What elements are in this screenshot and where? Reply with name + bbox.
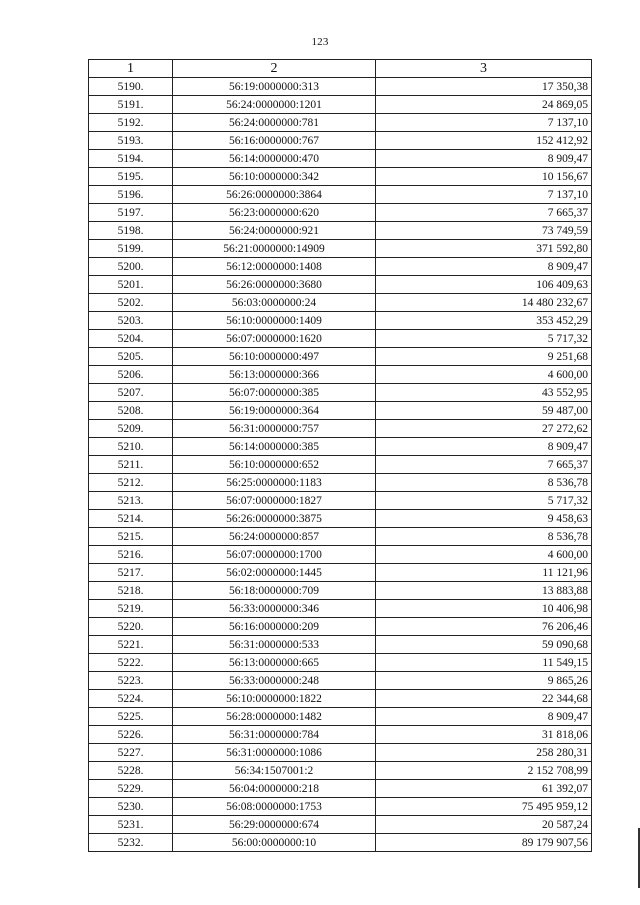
row-number: 5225. [89,708,173,726]
cadastral-value: 10 156,67 [376,168,592,186]
cadastral-number: 56:19:0000000:364 [173,402,376,420]
cadastral-value: 9 865,26 [376,672,592,690]
cadastral-value: 89 179 907,56 [376,834,592,852]
cadastral-number: 56:24:0000000:1201 [173,96,376,114]
cadastral-value: 73 749,59 [376,222,592,240]
row-number: 5232. [89,834,173,852]
cadastral-value: 7 137,10 [376,114,592,132]
row-number: 5197. [89,204,173,222]
cadastral-number: 56:33:0000000:346 [173,600,376,618]
cadastral-number: 56:10:0000000:1409 [173,312,376,330]
table-row [89,456,592,474]
row-number: 5222. [89,654,173,672]
row-number: 5223. [89,672,173,690]
table-row [89,618,592,636]
row-number: 5205. [89,348,173,366]
cadastral-number: 56:23:0000000:620 [173,204,376,222]
page-number: 123 [311,36,329,48]
cadastral-number: 56:07:0000000:1700 [173,546,376,564]
cadastral-value: 11 549,15 [376,654,592,672]
table-row [89,276,592,294]
cadastral-number: 56:19:0000000:313 [173,78,376,96]
row-number: 5195. [89,168,173,186]
cadastral-number: 56:10:0000000:652 [173,456,376,474]
column-header-2: 2 [173,60,376,78]
row-number: 5217. [89,564,173,582]
table-row [89,582,592,600]
cadastral-table [88,59,592,852]
cadastral-number: 56:08:0000000:1753 [173,798,376,816]
table-row [89,204,592,222]
cadastral-value: 61 392,07 [376,780,592,798]
cadastral-number: 56:04:0000000:218 [173,780,376,798]
cadastral-value: 43 552,95 [376,384,592,402]
row-number: 5192. [89,114,173,132]
cadastral-number: 56:12:0000000:1408 [173,258,376,276]
row-number: 5215. [89,528,173,546]
table-row [89,240,592,258]
row-number: 5190. [89,78,173,96]
table-row [89,402,592,420]
cadastral-value: 8 909,47 [376,438,592,456]
row-number: 5216. [89,546,173,564]
cadastral-value: 8 909,47 [376,150,592,168]
cadastral-number: 56:31:0000000:757 [173,420,376,438]
table-row [89,528,592,546]
row-number: 5219. [89,600,173,618]
cadastral-value: 31 818,06 [376,726,592,744]
cadastral-value: 7 665,37 [376,456,592,474]
cadastral-value: 22 344,68 [376,690,592,708]
cadastral-value: 5 717,32 [376,492,592,510]
cadastral-number: 56:14:0000000:385 [173,438,376,456]
row-number: 5213. [89,492,173,510]
cadastral-number: 56:00:0000000:10 [173,834,376,852]
row-number: 5199. [89,240,173,258]
cadastral-value: 10 406,98 [376,600,592,618]
table-row [89,438,592,456]
cadastral-value: 59 487,00 [376,402,592,420]
row-number: 5231. [89,816,173,834]
cadastral-value: 59 090,68 [376,636,592,654]
cadastral-value: 2 152 708,99 [376,762,592,780]
cadastral-value: 24 869,05 [376,96,592,114]
cadastral-number: 56:24:0000000:781 [173,114,376,132]
row-number: 5194. [89,150,173,168]
row-number: 5220. [89,618,173,636]
cadastral-number: 56:26:0000000:3680 [173,276,376,294]
row-number: 5218. [89,582,173,600]
cadastral-number: 56:18:0000000:709 [173,582,376,600]
cadastral-number: 56:16:0000000:767 [173,132,376,150]
table-row [89,780,592,798]
cadastral-number: 56:10:0000000:342 [173,168,376,186]
row-number: 5224. [89,690,173,708]
cadastral-number: 56:26:0000000:3864 [173,186,376,204]
table-row [89,366,592,384]
cadastral-value: 8 536,78 [376,474,592,492]
cadastral-value: 75 495 959,12 [376,798,592,816]
row-number: 5203. [89,312,173,330]
table-row [89,672,592,690]
cadastral-value: 4 600,00 [376,366,592,384]
row-number: 5221. [89,636,173,654]
row-number: 5196. [89,186,173,204]
cadastral-number: 56:29:0000000:674 [173,816,376,834]
table-row [89,474,592,492]
row-number: 5193. [89,132,173,150]
row-number: 5229. [89,780,173,798]
row-number: 5198. [89,222,173,240]
table-row [89,816,592,834]
table-row [89,564,592,582]
row-number: 5226. [89,726,173,744]
table-row [89,762,592,780]
cadastral-number: 56:07:0000000:1827 [173,492,376,510]
cadastral-value: 8 536,78 [376,528,592,546]
table-row [89,492,592,510]
cadastral-number: 56:10:0000000:497 [173,348,376,366]
table-row [89,96,592,114]
row-number: 5207. [89,384,173,402]
cadastral-number: 56:31:0000000:1086 [173,744,376,762]
row-number: 5212. [89,474,173,492]
table-row [89,708,592,726]
cadastral-value: 4 600,00 [376,546,592,564]
table-row [89,168,592,186]
cadastral-number: 56:25:0000000:1183 [173,474,376,492]
table-body [89,78,592,852]
table-row [89,834,592,852]
row-number: 5206. [89,366,173,384]
row-number: 5201. [89,276,173,294]
table-row [89,222,592,240]
cadastral-number: 56:24:0000000:921 [173,222,376,240]
cadastral-value: 106 409,63 [376,276,592,294]
table-row [89,690,592,708]
row-number: 5211. [89,456,173,474]
cadastral-number: 56:24:0000000:857 [173,528,376,546]
table-row [89,294,592,312]
cadastral-value: 5 717,32 [376,330,592,348]
cadastral-value: 353 452,29 [376,312,592,330]
cadastral-value: 7 137,10 [376,186,592,204]
cadastral-value: 7 665,37 [376,204,592,222]
cadastral-number: 56:33:0000000:248 [173,672,376,690]
cadastral-value: 17 350,38 [376,78,592,96]
cadastral-number: 56:14:0000000:470 [173,150,376,168]
cadastral-number: 56:07:0000000:1620 [173,330,376,348]
cadastral-value: 20 587,24 [376,816,592,834]
cadastral-number: 56:31:0000000:784 [173,726,376,744]
column-header-1: 1 [89,60,173,78]
cadastral-value: 27 272,62 [376,420,592,438]
cadastral-number: 56:26:0000000:3875 [173,510,376,528]
table-row [89,132,592,150]
table-row [89,114,592,132]
cadastral-value: 8 909,47 [376,258,592,276]
cadastral-number: 56:31:0000000:533 [173,636,376,654]
cadastral-value: 8 909,47 [376,708,592,726]
row-number: 5202. [89,294,173,312]
row-number: 5204. [89,330,173,348]
row-number: 5208. [89,402,173,420]
table-row [89,348,592,366]
cadastral-number: 56:07:0000000:385 [173,384,376,402]
table-row [89,546,592,564]
cadastral-number: 56:13:0000000:665 [173,654,376,672]
cadastral-number: 56:10:0000000:1822 [173,690,376,708]
table-row [89,78,592,96]
row-number: 5214. [89,510,173,528]
cadastral-value: 152 412,92 [376,132,592,150]
cadastral-number: 56:21:0000000:14909 [173,240,376,258]
column-header-3: 3 [376,60,592,78]
table-row [89,744,592,762]
table-row [89,636,592,654]
table-row [89,312,592,330]
table-row [89,726,592,744]
cadastral-value: 76 206,46 [376,618,592,636]
cadastral-value: 13 883,88 [376,582,592,600]
table-row [89,150,592,168]
cadastral-number: 56:13:0000000:366 [173,366,376,384]
cadastral-value: 258 280,31 [376,744,592,762]
cadastral-number: 56:28:0000000:1482 [173,708,376,726]
row-number: 5210. [89,438,173,456]
cadastral-number: 56:02:0000000:1445 [173,564,376,582]
row-number: 5200. [89,258,173,276]
row-number: 5227. [89,744,173,762]
row-number: 5191. [89,96,173,114]
row-number: 5228. [89,762,173,780]
cadastral-number: 56:34:1507001:2 [173,762,376,780]
table-row [89,258,592,276]
cadastral-value: 11 121,96 [376,564,592,582]
table-row [89,600,592,618]
table-row [89,330,592,348]
table-row [89,510,592,528]
row-number: 5209. [89,420,173,438]
table-row [89,798,592,816]
cadastral-value: 371 592,80 [376,240,592,258]
cadastral-value: 9 251,68 [376,348,592,366]
table-header-row [89,60,592,78]
table-row [89,420,592,438]
table-row [89,384,592,402]
cadastral-number: 56:16:0000000:209 [173,618,376,636]
row-number: 5230. [89,798,173,816]
cadastral-value: 14 480 232,67 [376,294,592,312]
table-row [89,654,592,672]
cadastral-number: 56:03:0000000:24 [173,294,376,312]
table-row [89,186,592,204]
cadastral-value: 9 458,63 [376,510,592,528]
